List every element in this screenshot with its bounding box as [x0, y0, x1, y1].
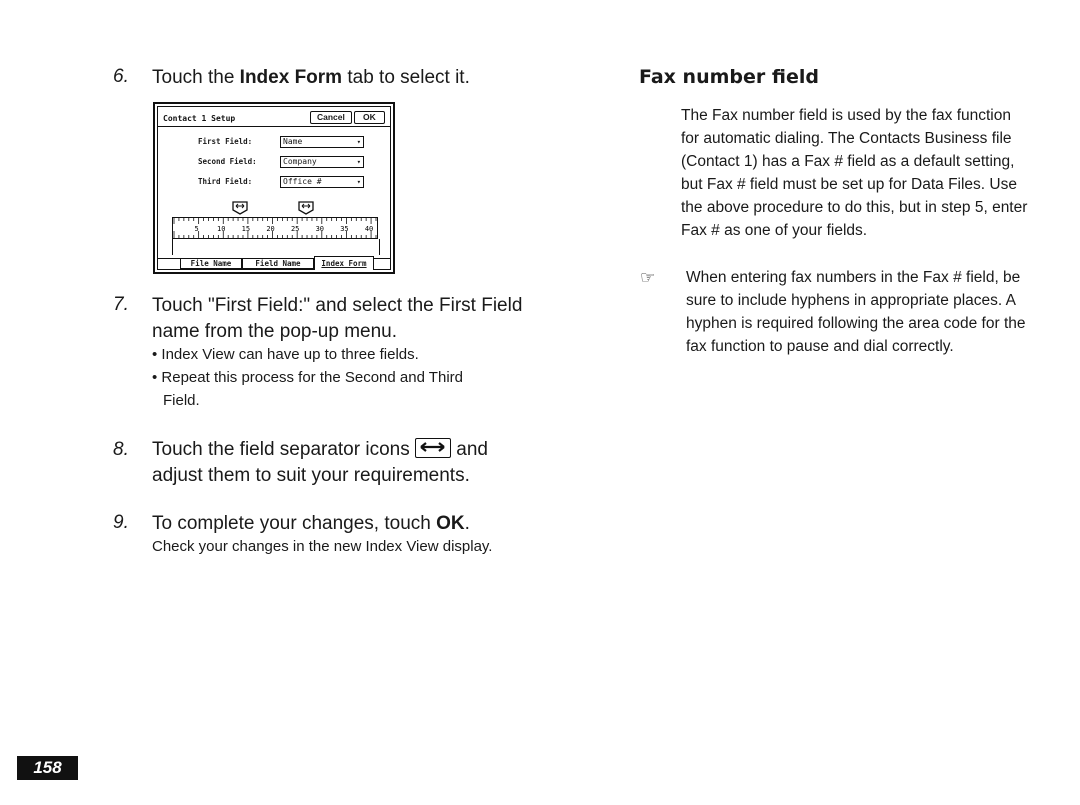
ruler-number: 25	[290, 225, 300, 233]
screen-title: Contact 1 Setup	[163, 114, 236, 123]
step-9-text: To complete your changes, touch OK.	[152, 513, 470, 534]
first-field-label: First Field:	[198, 137, 253, 146]
ok-button[interactable]: OK	[354, 111, 385, 124]
step-6-text: Touch the Index Form tab to select it.	[152, 67, 470, 88]
step-7-line-1: Touch "First Field:" and select the First Field	[152, 295, 523, 316]
step-8-number: 8.	[113, 439, 129, 460]
cancel-button[interactable]: Cancel	[310, 111, 352, 124]
column-ruler	[172, 217, 378, 239]
tab-index-form[interactable]: Index Form	[314, 256, 374, 270]
step-7-bullet-2-cont: Field.	[163, 392, 200, 409]
step-7-bullet-2: • Repeat this process for the Second and Third	[152, 369, 463, 386]
separator-handle-icon[interactable]	[298, 201, 314, 215]
step-9-note: Check your changes in the new Index View display.	[152, 538, 493, 555]
setup-screen-illustration	[153, 102, 395, 274]
tab-file-name[interactable]: File Name	[180, 258, 242, 269]
ruler-number: 30	[315, 225, 325, 233]
separator-arrows-icon	[415, 438, 451, 458]
second-field-label: Second Field:	[198, 157, 257, 166]
ruler-number: 20	[266, 225, 275, 233]
third-field-select[interactable]: Office # ▾	[280, 176, 364, 188]
first-field-select[interactable]: Name ▾	[280, 136, 364, 148]
tab-field-name[interactable]: Field Name	[242, 258, 314, 269]
pointing-hand-icon: ☞	[640, 268, 656, 287]
fax-number-paragraph: The Fax number field is used by the fax function for automatic dialing. The Contacts Business file (Contact 1) has a Fax # field as a default setting, but Fax # field must be set up for Data Files. Use the above procedure to do this, but in step 5, enter Fax # as one of your fields.	[681, 107, 1028, 239]
step-8-line-2: adjust them to suit your requirements.	[152, 465, 470, 486]
ruler-number: 5	[194, 225, 199, 233]
step-7-bullet-1: • Index View can have up to three fields.	[152, 346, 419, 363]
step-6-number: 6.	[113, 66, 129, 87]
step-9-number: 9.	[113, 512, 129, 533]
separator-handle-icon[interactable]	[232, 201, 248, 215]
ruler-number: 35	[340, 225, 349, 233]
page-number: 158	[17, 756, 78, 780]
fax-number-heading: Fax number field	[639, 66, 819, 88]
step-8-line-1: Touch the field separator icons and	[152, 439, 488, 460]
third-field-label: Third Field:	[198, 177, 253, 186]
step-7-number: 7.	[113, 294, 129, 315]
ruler-number: 40	[364, 225, 374, 233]
ruler-number: 15	[241, 225, 251, 233]
second-field-select[interactable]: Company ▾	[280, 156, 364, 168]
ruler-number: 10	[217, 225, 226, 233]
step-7-line-2: name from the pop-up menu.	[152, 321, 398, 342]
fax-note-paragraph: When entering fax numbers in the Fax # field, be sure to include hyphens in appropriate places. A hyphen is required following the area code for the fax function to pause and dial correctly.	[686, 269, 1026, 355]
